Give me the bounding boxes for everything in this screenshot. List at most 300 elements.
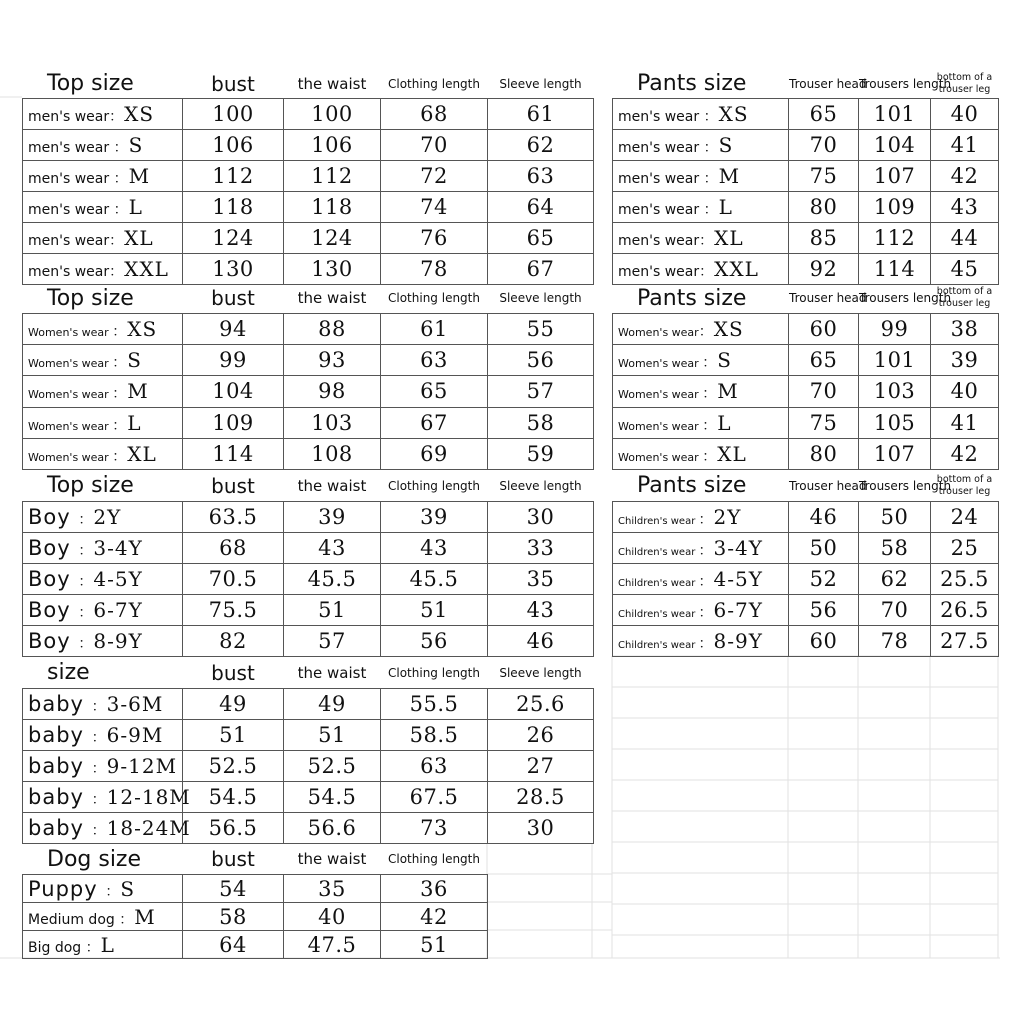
size-label [613, 161, 789, 192]
table-row [23, 345, 594, 376]
column-header-trousers-length: Trousers length [859, 470, 931, 502]
size-separator: ： [699, 264, 715, 280]
size-label [23, 130, 183, 161]
size-separator: ： [698, 605, 714, 621]
table-row [613, 533, 999, 564]
measurement-cell: 50 [789, 533, 859, 564]
size-label-prefix: Women's wear [618, 357, 703, 371]
size-separator: ： [85, 939, 101, 956]
measurement-cell: 45.5 [381, 564, 488, 595]
size-label-prefix: men's wear [28, 264, 110, 280]
measurement-cell: 46 [488, 626, 594, 657]
size-label-prefix: men's wear [618, 109, 704, 125]
measurement-cell: 92 [789, 254, 859, 285]
size-separator: ： [703, 109, 719, 125]
measurement-cell: 82 [183, 626, 284, 657]
column-header-bust: bust [183, 657, 284, 689]
measurement-cell: 114 [859, 254, 931, 285]
size-label [613, 626, 789, 657]
size-code: 8-9Y [713, 629, 763, 653]
size-code: L [127, 410, 142, 435]
measurement-cell: 52.5 [183, 751, 284, 782]
table-row [23, 720, 594, 751]
measurement-cell: 54.5 [183, 782, 284, 813]
measurement-cell: 27 [488, 751, 594, 782]
measurement-cell: 80 [789, 438, 859, 469]
size-label [23, 254, 183, 285]
measurement-cell: 58 [488, 407, 594, 438]
column-header-bottom-of-a-trouser-leg: bottom of a trouser leg [931, 470, 999, 502]
size-label [613, 223, 789, 254]
size-code: 9-12M [106, 754, 178, 778]
size-code: 4-5Y [93, 567, 143, 591]
table-row [23, 564, 594, 595]
measurement-cell: 109 [183, 407, 284, 438]
size-label-prefix: Boy [28, 505, 79, 529]
pants-size-table [612, 68, 999, 285]
size-separator: ： [91, 792, 107, 808]
size-code: M [128, 164, 151, 188]
measurement-cell: 39 [381, 502, 488, 533]
dog-size-table [22, 843, 488, 959]
size-separator: ： [698, 324, 714, 341]
measurement-cell: 28.5 [488, 782, 594, 813]
table-row [613, 626, 999, 657]
measurement-cell: 56.5 [183, 813, 284, 844]
measurement-cell: 101 [859, 99, 931, 130]
measurement-cell: 45.5 [284, 564, 381, 595]
measurement-cell: 63 [381, 751, 488, 782]
measurement-cell: 70 [789, 130, 859, 161]
measurement-cell: 65 [789, 99, 859, 130]
size-label [613, 130, 789, 161]
size-separator: ： [78, 574, 94, 590]
size-code: 18-24M [106, 816, 191, 840]
size-separator: ： [698, 636, 714, 652]
size-separator: ： [113, 140, 129, 156]
measurement-cell: 49 [183, 689, 284, 720]
size-label [23, 376, 183, 407]
size-label-prefix: Boy [28, 629, 79, 653]
table-row [613, 99, 999, 130]
size-label-prefix: men's wear [618, 264, 700, 280]
column-header-bottom-of-a-trouser-leg: bottom of a trouser leg [931, 283, 999, 314]
size-code: M [717, 379, 739, 404]
measurement-cell: 39 [284, 502, 381, 533]
size-separator: ： [698, 574, 714, 590]
table-title: Top size [23, 470, 183, 502]
size-label [613, 502, 789, 533]
table-row [613, 595, 999, 626]
size-label [23, 595, 183, 626]
measurement-cell: 118 [284, 192, 381, 223]
size-separator: ： [112, 417, 128, 434]
measurement-cell: 70 [859, 595, 931, 626]
size-code: XS [124, 102, 155, 126]
size-label [23, 564, 183, 595]
table-row [23, 533, 594, 564]
measurement-cell: 41 [931, 130, 999, 161]
size-table [22, 656, 594, 844]
measurement-cell: 58 [859, 533, 931, 564]
size-label-prefix: men's wear [28, 109, 110, 125]
table-title: Pants size [613, 470, 789, 502]
size-label-prefix: men's wear [28, 233, 110, 249]
table-row [23, 502, 594, 533]
measurement-cell: 46 [789, 502, 859, 533]
measurement-cell: 26 [488, 720, 594, 751]
measurement-cell: 100 [284, 99, 381, 130]
measurement-cell: 61 [488, 99, 594, 130]
measurement-cell: 39 [931, 345, 999, 376]
measurement-cell: 105 [859, 407, 931, 438]
measurement-cell: 56 [488, 345, 594, 376]
measurement-cell: 57 [284, 626, 381, 657]
size-label-prefix: Puppy [28, 876, 106, 901]
column-header-bust: bust [183, 69, 284, 99]
size-separator: ： [109, 233, 125, 249]
size-label-prefix: Children's wear [618, 578, 699, 589]
measurement-cell: 75 [789, 407, 859, 438]
table-row [23, 689, 594, 720]
measurement-cell: 47.5 [284, 931, 381, 959]
measurement-cell: 70 [381, 130, 488, 161]
measurement-cell: 63 [381, 345, 488, 376]
size-code: M [127, 379, 149, 404]
measurement-cell: 108 [284, 438, 381, 469]
measurement-cell: 65 [488, 223, 594, 254]
table-title: Top size [23, 283, 183, 314]
measurement-cell: 100 [183, 99, 284, 130]
measurement-cell: 38 [931, 314, 999, 345]
table-title: Pants size [613, 69, 789, 99]
measurement-cell: 35 [284, 875, 381, 903]
table-row [23, 192, 594, 223]
measurement-cell: 42 [931, 438, 999, 469]
measurement-cell: 130 [183, 254, 284, 285]
size-separator: ： [105, 883, 121, 900]
column-header-trouser-head: Trouser head [789, 283, 859, 314]
size-label [23, 903, 183, 931]
size-separator: ： [119, 911, 135, 928]
measurement-cell: 60 [789, 314, 859, 345]
size-label-prefix: men's wear [618, 171, 704, 187]
size-label [23, 314, 183, 345]
measurement-cell: 57 [488, 376, 594, 407]
measurement-cell: 43 [284, 533, 381, 564]
size-code: XL [124, 226, 154, 250]
measurement-cell: 49 [284, 689, 381, 720]
measurement-cell: 104 [183, 376, 284, 407]
table-row [613, 223, 999, 254]
size-separator: ： [702, 417, 718, 434]
top-size-table [22, 469, 594, 657]
size-separator: ： [112, 386, 128, 403]
size-label-prefix: Women's wear [28, 419, 113, 433]
table-row [613, 161, 999, 192]
size-code: 3-4Y [93, 536, 143, 560]
table-row [23, 931, 488, 959]
top-size-table [22, 68, 594, 285]
measurement-cell: 98 [284, 376, 381, 407]
pants-size-table [612, 282, 999, 470]
measurement-cell: 36 [381, 875, 488, 903]
table-row [23, 314, 594, 345]
size-separator: ： [112, 355, 128, 372]
size-code: XS [713, 317, 744, 342]
table-row [23, 903, 488, 931]
size-code: 12-18M [106, 785, 191, 809]
size-separator: ： [698, 512, 714, 528]
measurement-cell: 40 [931, 99, 999, 130]
size-separator: ： [78, 636, 94, 652]
measurement-cell: 78 [381, 254, 488, 285]
size-separator: ： [91, 730, 107, 746]
column-header-the-waist: the waist [284, 69, 381, 99]
size-label-prefix: Women's wear [618, 388, 703, 402]
table-row [23, 161, 594, 192]
size-label [23, 438, 183, 469]
measurement-cell: 124 [284, 223, 381, 254]
measurement-cell: 51 [284, 720, 381, 751]
size-label-prefix: Women's wear [28, 388, 113, 402]
measurement-cell: 88 [284, 314, 381, 345]
column-header-bust: bust [183, 283, 284, 314]
size-code: XS [718, 102, 749, 126]
measurement-cell: 35 [488, 564, 594, 595]
measurement-cell: 67 [488, 254, 594, 285]
table-row [23, 595, 594, 626]
size-label [613, 99, 789, 130]
measurement-cell: 42 [381, 903, 488, 931]
measurement-cell: 54 [183, 875, 284, 903]
size-label [613, 595, 789, 626]
size-label [23, 689, 183, 720]
measurement-cell: 58 [183, 903, 284, 931]
size-label-prefix: men's wear [28, 171, 114, 187]
size-separator: ： [91, 761, 107, 777]
measurement-cell: 41 [931, 407, 999, 438]
table-row [613, 376, 999, 407]
measurement-cell: 56.6 [284, 813, 381, 844]
size-label [23, 345, 183, 376]
measurement-cell: 114 [183, 438, 284, 469]
column-header-sleeve-length: Sleeve length [488, 69, 594, 99]
size-separator: ： [702, 386, 718, 403]
measurement-cell: 51 [284, 595, 381, 626]
table-row [23, 438, 594, 469]
size-code: S [120, 876, 136, 901]
size-label-prefix: men's wear [28, 202, 114, 218]
measurement-cell: 78 [859, 626, 931, 657]
table-row [613, 502, 999, 533]
size-label-prefix: baby [28, 816, 92, 840]
measurement-cell: 33 [488, 533, 594, 564]
size-label [23, 192, 183, 223]
measurement-cell: 52 [789, 564, 859, 595]
measurement-cell: 40 [284, 903, 381, 931]
measurement-cell: 75.5 [183, 595, 284, 626]
measurement-cell: 64 [183, 931, 284, 959]
size-separator: ： [702, 448, 718, 465]
size-code: 2Y [713, 505, 742, 529]
size-code: S [717, 348, 732, 373]
size-separator: ： [109, 264, 125, 280]
table-row [613, 564, 999, 595]
table-row [23, 782, 594, 813]
column-header-the-waist: the waist [284, 657, 381, 689]
size-code: 6-7Y [713, 598, 763, 622]
size-label [23, 875, 183, 903]
size-label-prefix: men's wear [618, 202, 704, 218]
table-row [23, 99, 594, 130]
measurement-cell: 70.5 [183, 564, 284, 595]
measurement-cell: 107 [859, 161, 931, 192]
size-separator: ： [699, 233, 715, 249]
size-code: 2Y [93, 505, 122, 529]
size-code: 6-7Y [93, 598, 143, 622]
measurement-cell: 73 [381, 813, 488, 844]
table-row [23, 130, 594, 161]
table-row [613, 192, 999, 223]
size-code: S [718, 133, 734, 157]
measurement-cell: 101 [859, 345, 931, 376]
size-label-prefix: Boy [28, 567, 79, 591]
measurement-cell: 109 [859, 192, 931, 223]
measurement-cell: 55 [488, 314, 594, 345]
size-label-prefix: Women's wear [28, 357, 113, 371]
size-code: L [718, 195, 733, 219]
measurement-cell: 107 [859, 438, 931, 469]
size-code: 6-9M [106, 723, 164, 747]
measurement-cell: 67 [381, 407, 488, 438]
table-row [613, 254, 999, 285]
measurement-cell: 65 [789, 345, 859, 376]
table-row [613, 345, 999, 376]
size-label [23, 813, 191, 844]
measurement-cell: 59 [488, 438, 594, 469]
size-code: L [128, 195, 143, 219]
measurement-cell: 85 [789, 223, 859, 254]
column-header-sleeve-length: Sleeve length [488, 470, 594, 502]
size-label-prefix: Women's wear [618, 450, 703, 464]
size-label-prefix: Women's wear [28, 326, 113, 340]
pants-size-table [612, 469, 999, 657]
size-label [23, 782, 191, 813]
measurement-cell: 64 [488, 192, 594, 223]
measurement-cell: 69 [381, 438, 488, 469]
measurement-cell: 42 [931, 161, 999, 192]
size-label-prefix: baby [28, 785, 92, 809]
size-label [23, 407, 183, 438]
size-label-prefix: Big dog [28, 939, 86, 956]
size-label-prefix: Children's wear [618, 547, 699, 558]
size-code: XXL [124, 257, 169, 281]
measurement-cell: 63 [488, 161, 594, 192]
size-label [23, 223, 183, 254]
table-row [613, 130, 999, 161]
size-code: XXL [714, 257, 759, 281]
measurement-cell: 94 [183, 314, 284, 345]
size-code: XL [714, 226, 744, 250]
size-label-prefix: Boy [28, 536, 79, 560]
size-code: L [100, 932, 115, 957]
measurement-cell: 51 [183, 720, 284, 751]
column-header-trousers-length: Trousers length [859, 283, 931, 314]
measurement-cell: 50 [859, 502, 931, 533]
size-code: S [128, 133, 144, 157]
table-row [23, 254, 594, 285]
size-label [613, 314, 789, 345]
table-title: Top size [23, 69, 183, 99]
measurement-cell: 58.5 [381, 720, 488, 751]
column-header-bust: bust [183, 844, 284, 875]
measurement-cell: 103 [284, 407, 381, 438]
size-separator: ： [703, 202, 719, 218]
size-code: 4-5Y [713, 567, 763, 591]
size-label [23, 502, 183, 533]
size-label [613, 254, 789, 285]
measurement-cell: 99 [859, 314, 931, 345]
size-separator: ： [78, 605, 94, 621]
measurement-cell: 112 [284, 161, 381, 192]
size-label-prefix: Medium dog [28, 911, 120, 928]
size-label-prefix: Children's wear [618, 609, 699, 620]
measurement-cell: 51 [381, 595, 488, 626]
measurement-cell: 55.5 [381, 689, 488, 720]
measurement-cell: 43 [931, 192, 999, 223]
column-header-the-waist: the waist [284, 470, 381, 502]
measurement-cell: 56 [381, 626, 488, 657]
column-header-sleeve-length: Sleeve length [488, 657, 594, 689]
table-row [23, 875, 488, 903]
table-title: Dog size [23, 844, 183, 875]
table-row [23, 813, 594, 844]
size-label-prefix: baby [28, 692, 92, 716]
table-row [23, 626, 594, 657]
size-code: M [134, 904, 156, 929]
measurement-cell: 56 [789, 595, 859, 626]
table-row [613, 314, 999, 345]
size-separator: ： [109, 109, 125, 125]
size-label [23, 161, 183, 192]
measurement-cell: 62 [488, 130, 594, 161]
measurement-cell: 25.5 [931, 564, 999, 595]
size-label [613, 438, 789, 469]
measurement-cell: 27.5 [931, 626, 999, 657]
measurement-cell: 75 [789, 161, 859, 192]
measurement-cell: 65 [381, 376, 488, 407]
column-header-the-waist: the waist [284, 844, 381, 875]
size-code: M [718, 164, 741, 188]
size-label-prefix: baby [28, 754, 92, 778]
measurement-cell: 130 [284, 254, 381, 285]
measurement-cell: 93 [284, 345, 381, 376]
size-code: 3-4Y [713, 536, 763, 560]
measurement-cell: 51 [381, 931, 488, 959]
column-header-bust: bust [183, 470, 284, 502]
size-code: XL [717, 441, 747, 466]
table-row [23, 751, 594, 782]
size-label [613, 192, 789, 223]
measurement-cell: 24 [931, 502, 999, 533]
size-label-prefix: men's wear [28, 140, 114, 156]
size-label [23, 533, 183, 564]
size-label [613, 345, 789, 376]
size-separator: ： [702, 355, 718, 372]
size-label-prefix: Women's wear [28, 450, 113, 464]
size-code: S [127, 348, 142, 373]
